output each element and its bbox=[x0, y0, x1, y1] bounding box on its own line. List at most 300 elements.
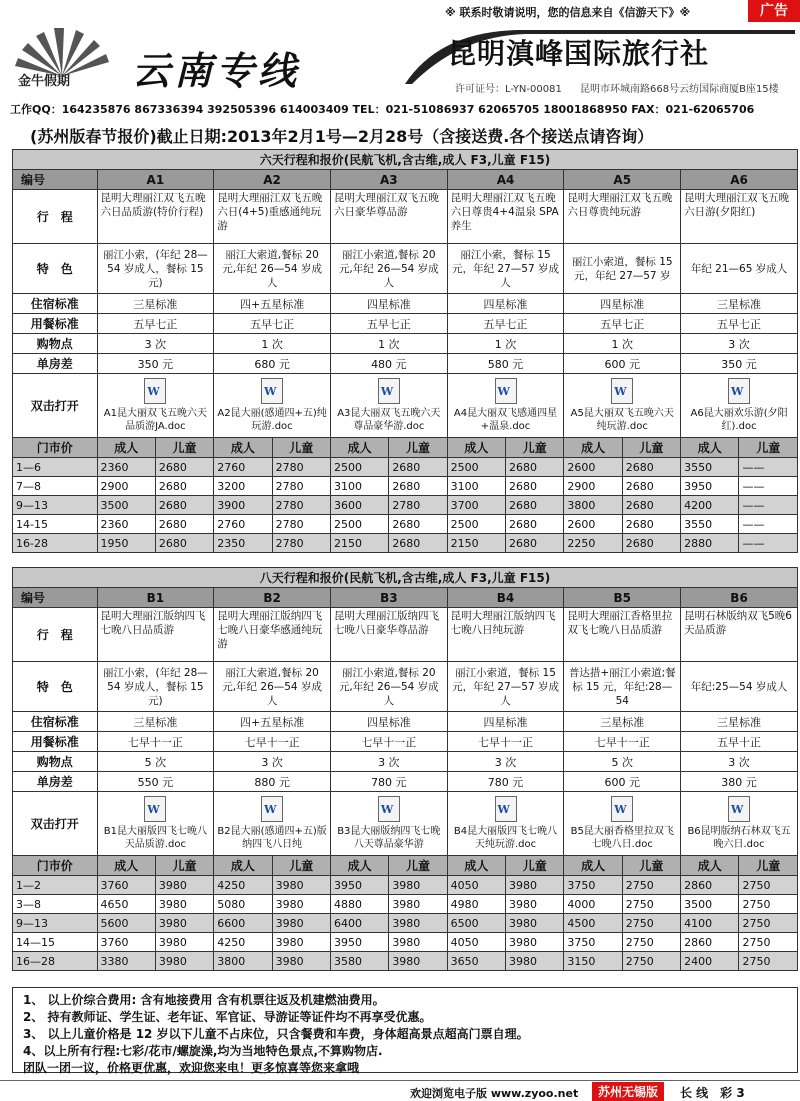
tour-code: B4 bbox=[447, 588, 564, 608]
child-price: —— bbox=[739, 496, 798, 515]
child-price: 3980 bbox=[155, 952, 213, 971]
meal-label: 用餐标准 bbox=[13, 732, 98, 752]
single-row bbox=[13, 354, 798, 374]
hotel-row bbox=[13, 294, 798, 314]
child-price: 3980 bbox=[506, 914, 564, 933]
tour-single: 780 元 bbox=[330, 772, 447, 792]
notes-box bbox=[12, 987, 798, 1073]
price-row bbox=[13, 458, 798, 477]
child-price: 2750 bbox=[622, 933, 680, 952]
child-price: 2680 bbox=[506, 477, 564, 496]
tour-shopping: 5 次 bbox=[564, 752, 681, 772]
doc-file-link[interactable] bbox=[97, 374, 214, 438]
child-price: 2680 bbox=[622, 515, 680, 534]
doc-filename[interactable]: B4昆大丽版四飞七晚八天纯玩游.doc bbox=[453, 826, 558, 850]
child-price: 3980 bbox=[506, 876, 564, 895]
child-price: 3980 bbox=[155, 914, 213, 933]
tour-itinerary: 昆明大理丽江双飞五晚六日尊贵4+4温泉 SPA 养生 bbox=[447, 190, 564, 244]
adult-price: 2400 bbox=[681, 952, 739, 971]
tour-single: 350 元 bbox=[97, 354, 214, 374]
child-price: 3980 bbox=[155, 895, 213, 914]
tour-itinerary: 昆明大理丽江双飞五晚六日游(夕阳红) bbox=[681, 190, 798, 244]
child-header: 儿童 bbox=[506, 856, 564, 876]
child-price: 3980 bbox=[155, 933, 213, 952]
tour-itinerary: 昆明石林版纳双飞5晚6天品质游 bbox=[681, 608, 798, 662]
header bbox=[0, 22, 800, 122]
adult-price: 3500 bbox=[681, 895, 739, 914]
tour-feature: 丽江大索道,餐标 20 元,年纪 26—54 岁成人 bbox=[214, 662, 331, 712]
adult-price: 5600 bbox=[97, 914, 155, 933]
tour-hotel: 四+五星标准 bbox=[214, 712, 331, 732]
child-price: 2680 bbox=[506, 458, 564, 477]
child-price: 2680 bbox=[506, 515, 564, 534]
company-address: 昆明市环城南路668号云纺国际商厦B座15楼 bbox=[580, 84, 779, 95]
child-price: 3980 bbox=[272, 933, 330, 952]
child-price: 3980 bbox=[506, 895, 564, 914]
tour-meal: 七早十一正 bbox=[330, 732, 447, 752]
child-price: 2780 bbox=[272, 515, 330, 534]
adult-price: 4050 bbox=[447, 876, 505, 895]
doc-filename[interactable]: A4昆大丽双飞感通四星+温泉.doc bbox=[453, 408, 558, 432]
adult-price: 2150 bbox=[447, 534, 505, 553]
open-label: 双击打开 bbox=[13, 792, 98, 856]
tour-itinerary: 昆明大理丽江双飞五晚六日尊贵纯玩游 bbox=[564, 190, 681, 244]
child-price: 3980 bbox=[506, 952, 564, 971]
doc-file-link[interactable] bbox=[681, 792, 798, 856]
price-row bbox=[13, 952, 798, 971]
child-header: 儿童 bbox=[155, 856, 213, 876]
tour-single: 350 元 bbox=[681, 354, 798, 374]
child-header: 儿童 bbox=[622, 438, 680, 458]
tour-feature: 丽江小索道，餐标 15 元，年纪 27—57 岁 bbox=[564, 244, 681, 294]
tour-code: B1 bbox=[97, 588, 214, 608]
adult-price: 4000 bbox=[564, 895, 622, 914]
adult-price: 2500 bbox=[447, 458, 505, 477]
note-line: 3、 以上儿童价格是 12 岁以下儿童不占床位，只含餐费和车费，身体超高景点超高门票自理。 bbox=[23, 1027, 529, 1041]
doc-file-link[interactable] bbox=[330, 374, 447, 438]
tour-hotel: 四星标准 bbox=[447, 294, 564, 314]
itinerary-row bbox=[13, 608, 798, 662]
adult-price: 6500 bbox=[447, 914, 505, 933]
tour-itinerary: 昆明大理丽江版纳四飞七晚八日品质游 bbox=[97, 608, 214, 662]
child-price: 2680 bbox=[622, 534, 680, 553]
doc-filename[interactable]: B6昆明版纳石林双飞五晚六日.doc bbox=[687, 826, 791, 850]
child-price: 2750 bbox=[622, 952, 680, 971]
page-label: 长 线 彩 3 bbox=[680, 1086, 745, 1100]
shopping-row bbox=[13, 752, 798, 772]
adult-price: 3380 bbox=[97, 952, 155, 971]
group-size: 16-28 bbox=[13, 534, 98, 553]
word-doc-icon[interactable] bbox=[261, 378, 283, 404]
adult-price: 2500 bbox=[447, 515, 505, 534]
child-header: 儿童 bbox=[272, 438, 330, 458]
doc-filename[interactable]: B1昆大丽版四飞七晚八天品质游.doc bbox=[103, 826, 207, 850]
tour-meal: 七早十一正 bbox=[447, 732, 564, 752]
tour-feature: 年纪 21—65 岁成人 bbox=[681, 244, 798, 294]
child-price: 2680 bbox=[155, 496, 213, 515]
doc-file-link[interactable] bbox=[681, 374, 798, 438]
child-header: 儿童 bbox=[389, 856, 447, 876]
tour-meal: 七早十一正 bbox=[97, 732, 214, 752]
page-subtitle: (苏州版春节报价)截止日期:2013年2月1号—2月28号（含接送费.各个接送点请咨询） bbox=[30, 127, 654, 146]
tour-meal: 五早七正 bbox=[97, 314, 214, 334]
child-price: —— bbox=[739, 477, 798, 496]
open-row bbox=[13, 792, 798, 856]
tour-code: B5 bbox=[564, 588, 681, 608]
adult-price: 3750 bbox=[564, 933, 622, 952]
gate-price-label: 门市价 bbox=[13, 856, 98, 876]
tour-itinerary: 昆明大理丽江双飞五晚六日(4+5)重感通纯玩游 bbox=[214, 190, 331, 244]
single-row bbox=[13, 772, 798, 792]
tour-single: 680 元 bbox=[214, 354, 331, 374]
group-size: 14—15 bbox=[13, 933, 98, 952]
child-price: —— bbox=[739, 458, 798, 477]
tour-code: A4 bbox=[447, 170, 564, 190]
hotel-row bbox=[13, 712, 798, 732]
tour-hotel: 三星标准 bbox=[97, 294, 214, 314]
tour-shopping: 5 次 bbox=[97, 752, 214, 772]
doc-file-link[interactable] bbox=[214, 374, 331, 438]
adult-price: 4250 bbox=[214, 876, 272, 895]
adult-header: 成人 bbox=[330, 856, 388, 876]
itinerary-label: 行 程 bbox=[13, 190, 98, 244]
note-line: 4、以上所有行程:七彩/花市/螺旋澡,均为当地特色景点,不算购物店. bbox=[23, 1044, 383, 1058]
child-price: 3980 bbox=[389, 895, 447, 914]
adult-price: 2360 bbox=[97, 515, 155, 534]
adult-price: 4980 bbox=[447, 895, 505, 914]
child-price: 3980 bbox=[272, 952, 330, 971]
tour-meal: 七早十一正 bbox=[564, 732, 681, 752]
tour-meal: 五早十正 bbox=[681, 732, 798, 752]
child-header: 儿童 bbox=[389, 438, 447, 458]
tour-shopping: 3 次 bbox=[214, 752, 331, 772]
tour-itinerary: 昆明大理丽江版纳四飞七晚八日豪华感通纯玩游 bbox=[214, 608, 331, 662]
code-label: 编号 bbox=[13, 588, 98, 608]
doc-file-link[interactable] bbox=[447, 374, 564, 438]
footer bbox=[0, 1080, 800, 1100]
adult-price: 4050 bbox=[447, 933, 505, 952]
child-price: 3980 bbox=[272, 895, 330, 914]
tour-single: 380 元 bbox=[681, 772, 798, 792]
feature-row bbox=[13, 662, 798, 712]
child-price: 2680 bbox=[622, 458, 680, 477]
tour-feature: 丽江小索，(年纪 28—54 岁成人，餐标 15 元) bbox=[97, 244, 214, 294]
child-price: 2750 bbox=[739, 876, 798, 895]
tour-hotel: 四星标准 bbox=[330, 294, 447, 314]
adult-price: 3100 bbox=[330, 477, 388, 496]
meal-row bbox=[13, 314, 798, 334]
tour-shopping: 3 次 bbox=[447, 752, 564, 772]
tour-feature: 丽江小索，餐标 15 元，年纪 27—57 岁成人 bbox=[447, 244, 564, 294]
tour-hotel: 三星标准 bbox=[564, 712, 681, 732]
adult-price: 3580 bbox=[330, 952, 388, 971]
hotel-label: 住宿标准 bbox=[13, 294, 98, 314]
tour-single: 600 元 bbox=[564, 772, 681, 792]
adult-price: 2150 bbox=[330, 534, 388, 553]
group-size: 9—13 bbox=[13, 496, 98, 515]
child-price: 3980 bbox=[155, 876, 213, 895]
child-price: 2780 bbox=[389, 496, 447, 515]
price-header-row bbox=[13, 856, 798, 876]
contact-line: 工作QQ：164235876 867336394 392505396 614003409 TEL：021-51086937 62065705 18001868950 FAX：021-62065706 bbox=[10, 103, 755, 116]
adult-header: 成人 bbox=[564, 438, 622, 458]
meal-row bbox=[13, 732, 798, 752]
price-row bbox=[13, 895, 798, 914]
child-header: 儿童 bbox=[739, 438, 798, 458]
code-row bbox=[13, 588, 798, 608]
doc-filename[interactable]: A1昆大丽双飞五晚六天品质游JA.doc bbox=[103, 408, 207, 432]
doc-filename[interactable]: B3昆大丽版纳四飞七晚八天尊品豪华游 bbox=[337, 826, 441, 850]
brand-title: 云南专线 bbox=[132, 48, 301, 93]
child-price: 3980 bbox=[272, 914, 330, 933]
child-price: 3980 bbox=[389, 876, 447, 895]
tour-single: 550 元 bbox=[97, 772, 214, 792]
group-size: 3—8 bbox=[13, 895, 98, 914]
child-price: 2680 bbox=[389, 458, 447, 477]
child-header: 儿童 bbox=[739, 856, 798, 876]
doc-file-link[interactable] bbox=[330, 792, 447, 856]
tour-meal: 五早七正 bbox=[681, 314, 798, 334]
child-price: 2680 bbox=[155, 515, 213, 534]
tour-code: B6 bbox=[681, 588, 798, 608]
adult-header: 成人 bbox=[447, 856, 505, 876]
adult-price: 3750 bbox=[564, 876, 622, 895]
child-price: 2680 bbox=[155, 477, 213, 496]
price-row bbox=[13, 914, 798, 933]
tour-hotel: 三星标准 bbox=[97, 712, 214, 732]
tour-single: 580 元 bbox=[447, 354, 564, 374]
tour-hotel: 三星标准 bbox=[681, 712, 798, 732]
eight-day-table bbox=[12, 567, 798, 971]
adult-price: 4880 bbox=[330, 895, 388, 914]
company-name: 昆明滇峰国际旅行社 bbox=[448, 37, 710, 70]
adult-price: 5080 bbox=[214, 895, 272, 914]
adult-header: 成人 bbox=[564, 856, 622, 876]
top-notice bbox=[0, 0, 800, 22]
tour-meal: 五早七正 bbox=[214, 314, 331, 334]
price-row bbox=[13, 876, 798, 895]
child-price: 2680 bbox=[389, 477, 447, 496]
adult-header: 成人 bbox=[214, 438, 272, 458]
adult-price: 3900 bbox=[214, 496, 272, 515]
doc-filename[interactable]: A3昆大丽双飞五晚六天尊品豪华游.doc bbox=[337, 408, 441, 432]
child-header: 儿童 bbox=[272, 856, 330, 876]
note-line: 2、 持有教师证、学生证、老年证、军官证、导游证等证件均不再享受优惠。 bbox=[23, 1010, 432, 1024]
doc-file-link[interactable] bbox=[564, 374, 681, 438]
child-header: 儿童 bbox=[155, 438, 213, 458]
price-row bbox=[13, 477, 798, 496]
meal-label: 用餐标准 bbox=[13, 314, 98, 334]
adult-price: 4200 bbox=[681, 496, 739, 515]
word-doc-icon[interactable] bbox=[728, 796, 750, 822]
feature-label: 特 色 bbox=[13, 662, 98, 712]
tour-feature: 丽江小索道，餐标 15 元，年纪 27—57 岁成人 bbox=[447, 662, 564, 712]
adult-price: 3600 bbox=[330, 496, 388, 515]
word-doc-icon[interactable] bbox=[144, 796, 166, 822]
child-price: 3980 bbox=[389, 933, 447, 952]
tour-code: B2 bbox=[214, 588, 331, 608]
adult-header: 成人 bbox=[97, 438, 155, 458]
word-doc-icon[interactable] bbox=[495, 796, 517, 822]
tour-itinerary: 昆明大理丽江双飞五晚六日品质游(特价行程) bbox=[97, 190, 214, 244]
child-price: 2780 bbox=[272, 458, 330, 477]
child-price: 2680 bbox=[155, 458, 213, 477]
adult-price: 3700 bbox=[447, 496, 505, 515]
adult-header: 成人 bbox=[447, 438, 505, 458]
child-price: 2750 bbox=[739, 914, 798, 933]
adult-price: 4250 bbox=[214, 933, 272, 952]
feature-row bbox=[13, 244, 798, 294]
tour-single: 780 元 bbox=[447, 772, 564, 792]
doc-file-link[interactable] bbox=[447, 792, 564, 856]
itinerary-label: 行 程 bbox=[13, 608, 98, 662]
tour-single: 600 元 bbox=[564, 354, 681, 374]
adult-price: 6400 bbox=[330, 914, 388, 933]
group-size: 9—13 bbox=[13, 914, 98, 933]
tour-single: 480 元 bbox=[330, 354, 447, 374]
child-price: 2680 bbox=[506, 496, 564, 515]
child-price: 2750 bbox=[739, 952, 798, 971]
adult-price: 3650 bbox=[447, 952, 505, 971]
tour-feature: 年纪:25—54 岁成人 bbox=[681, 662, 798, 712]
feature-label: 特 色 bbox=[13, 244, 98, 294]
adult-price: 2250 bbox=[564, 534, 622, 553]
adult-price: 3150 bbox=[564, 952, 622, 971]
tour-hotel: 四星标准 bbox=[447, 712, 564, 732]
doc-filename[interactable]: A2昆大丽(感通四+五)纯玩游.doc bbox=[217, 408, 327, 432]
adult-header: 成人 bbox=[681, 438, 739, 458]
adult-price: 6600 bbox=[214, 914, 272, 933]
price-header-row bbox=[13, 438, 798, 458]
child-price: 2750 bbox=[622, 876, 680, 895]
tour-shopping: 1 次 bbox=[564, 334, 681, 354]
tour-hotel: 四+五星标准 bbox=[214, 294, 331, 314]
adult-price: 2860 bbox=[681, 933, 739, 952]
tour-shopping: 3 次 bbox=[681, 752, 798, 772]
adult-price: 2900 bbox=[97, 477, 155, 496]
adult-price: 3200 bbox=[214, 477, 272, 496]
adult-price: 3760 bbox=[97, 876, 155, 895]
child-price: —— bbox=[739, 534, 798, 553]
adult-price: 1950 bbox=[97, 534, 155, 553]
tour-code: A1 bbox=[97, 170, 214, 190]
adult-price: 4650 bbox=[97, 895, 155, 914]
child-header: 儿童 bbox=[622, 856, 680, 876]
tour-feature: 丽江小索，(年纪 28—54 岁成人，餐标 15 元) bbox=[97, 662, 214, 712]
group-size: 1—6 bbox=[13, 458, 98, 477]
tour-itinerary: 昆明大理丽江版纳四飞七晚八日豪华尊品游 bbox=[330, 608, 447, 662]
adult-price: 2350 bbox=[214, 534, 272, 553]
tour-feature: 丽江小索道,餐标 20 元,年纪 26—54 岁成人 bbox=[330, 662, 447, 712]
tour-code: A5 bbox=[564, 170, 681, 190]
tour-shopping: 3 次 bbox=[97, 334, 214, 354]
tour-shopping: 1 次 bbox=[447, 334, 564, 354]
shopping-label: 购物点 bbox=[13, 752, 98, 772]
child-price: 2780 bbox=[272, 477, 330, 496]
group-size: 14-15 bbox=[13, 515, 98, 534]
tour-shopping: 3 次 bbox=[330, 752, 447, 772]
child-price: 2680 bbox=[389, 515, 447, 534]
note-line: 团队一团一议，价格更优惠，欢迎您来电！更多惊喜等您来拿哦 bbox=[23, 1061, 360, 1075]
section-title-row bbox=[13, 150, 798, 170]
word-doc-icon[interactable] bbox=[261, 796, 283, 822]
six-day-table bbox=[12, 149, 798, 553]
word-doc-icon[interactable] bbox=[378, 796, 400, 822]
word-doc-icon[interactable] bbox=[144, 378, 166, 404]
word-doc-icon[interactable] bbox=[378, 378, 400, 404]
shopping-row bbox=[13, 334, 798, 354]
child-price: 2680 bbox=[622, 477, 680, 496]
section-title: 八天行程和报价(民航飞机,含古维,成人 F3,儿童 F15) bbox=[13, 568, 798, 588]
tour-feature: 丽江大索道,餐标 20 元,年纪 26—54 岁成人 bbox=[214, 244, 331, 294]
child-price: —— bbox=[739, 515, 798, 534]
doc-filename[interactable]: A5昆大丽双飞五晚六天纯玩游.doc bbox=[570, 408, 674, 432]
adult-price: 3800 bbox=[564, 496, 622, 515]
tour-hotel: 四星标准 bbox=[564, 294, 681, 314]
adult-price: 3800 bbox=[214, 952, 272, 971]
doc-file-link[interactable] bbox=[564, 792, 681, 856]
tour-code: A3 bbox=[330, 170, 447, 190]
child-price: 2680 bbox=[506, 534, 564, 553]
edition-badge: 苏州无锡版 bbox=[592, 1082, 664, 1101]
child-price: 2750 bbox=[622, 895, 680, 914]
shopping-label: 购物点 bbox=[13, 334, 98, 354]
tour-itinerary: 昆明大理丽江双飞五晚六日豪华尊品游 bbox=[330, 190, 447, 244]
adult-price: 2500 bbox=[330, 515, 388, 534]
word-doc-icon[interactable] bbox=[611, 796, 633, 822]
adult-header: 成人 bbox=[330, 438, 388, 458]
adult-price: 2760 bbox=[214, 515, 272, 534]
child-price: 2750 bbox=[739, 933, 798, 952]
code-row bbox=[13, 170, 798, 190]
doc-file-link[interactable] bbox=[214, 792, 331, 856]
child-price: 2680 bbox=[622, 496, 680, 515]
child-price: 3980 bbox=[506, 933, 564, 952]
adult-header: 成人 bbox=[214, 856, 272, 876]
license-number: 许可证号：L-YN-00081 bbox=[455, 84, 562, 95]
tour-hotel: 三星标准 bbox=[681, 294, 798, 314]
tour-shopping: 1 次 bbox=[214, 334, 331, 354]
word-doc-icon[interactable] bbox=[728, 378, 750, 404]
child-price: 2750 bbox=[622, 914, 680, 933]
adult-price: 4100 bbox=[681, 914, 739, 933]
adult-price: 3950 bbox=[330, 933, 388, 952]
child-price: 2780 bbox=[272, 496, 330, 515]
doc-filename[interactable]: B5昆大丽香格里拉双飞七晚八日.doc bbox=[570, 826, 674, 850]
doc-file-link[interactable] bbox=[97, 792, 214, 856]
doc-filename[interactable]: B2昆大丽(感通四+五)版纳四飞八日纯 bbox=[217, 826, 327, 850]
word-doc-icon[interactable] bbox=[495, 378, 517, 404]
group-size: 7—8 bbox=[13, 477, 98, 496]
tour-code: A2 bbox=[214, 170, 331, 190]
adult-price: 3500 bbox=[97, 496, 155, 515]
child-price: 3980 bbox=[272, 876, 330, 895]
section-title: 六天行程和报价(民航飞机,含古维,成人 F3,儿童 F15) bbox=[13, 150, 798, 170]
child-price: 2680 bbox=[389, 534, 447, 553]
ad-badge: 广告 bbox=[748, 0, 800, 22]
open-row bbox=[13, 374, 798, 438]
single-label: 单房差 bbox=[13, 772, 98, 792]
tour-shopping: 1 次 bbox=[330, 334, 447, 354]
doc-filename[interactable]: A6昆大丽欢乐游(夕阳红).doc bbox=[690, 408, 788, 432]
word-doc-icon[interactable] bbox=[611, 378, 633, 404]
tour-feature: 普达措+丽江小索道;餐标 15 元，年纪:28—54 bbox=[564, 662, 681, 712]
group-size: 1—2 bbox=[13, 876, 98, 895]
single-label: 单房差 bbox=[13, 354, 98, 374]
price-row bbox=[13, 933, 798, 952]
open-label: 双击打开 bbox=[13, 374, 98, 438]
adult-price: 2880 bbox=[681, 534, 739, 553]
